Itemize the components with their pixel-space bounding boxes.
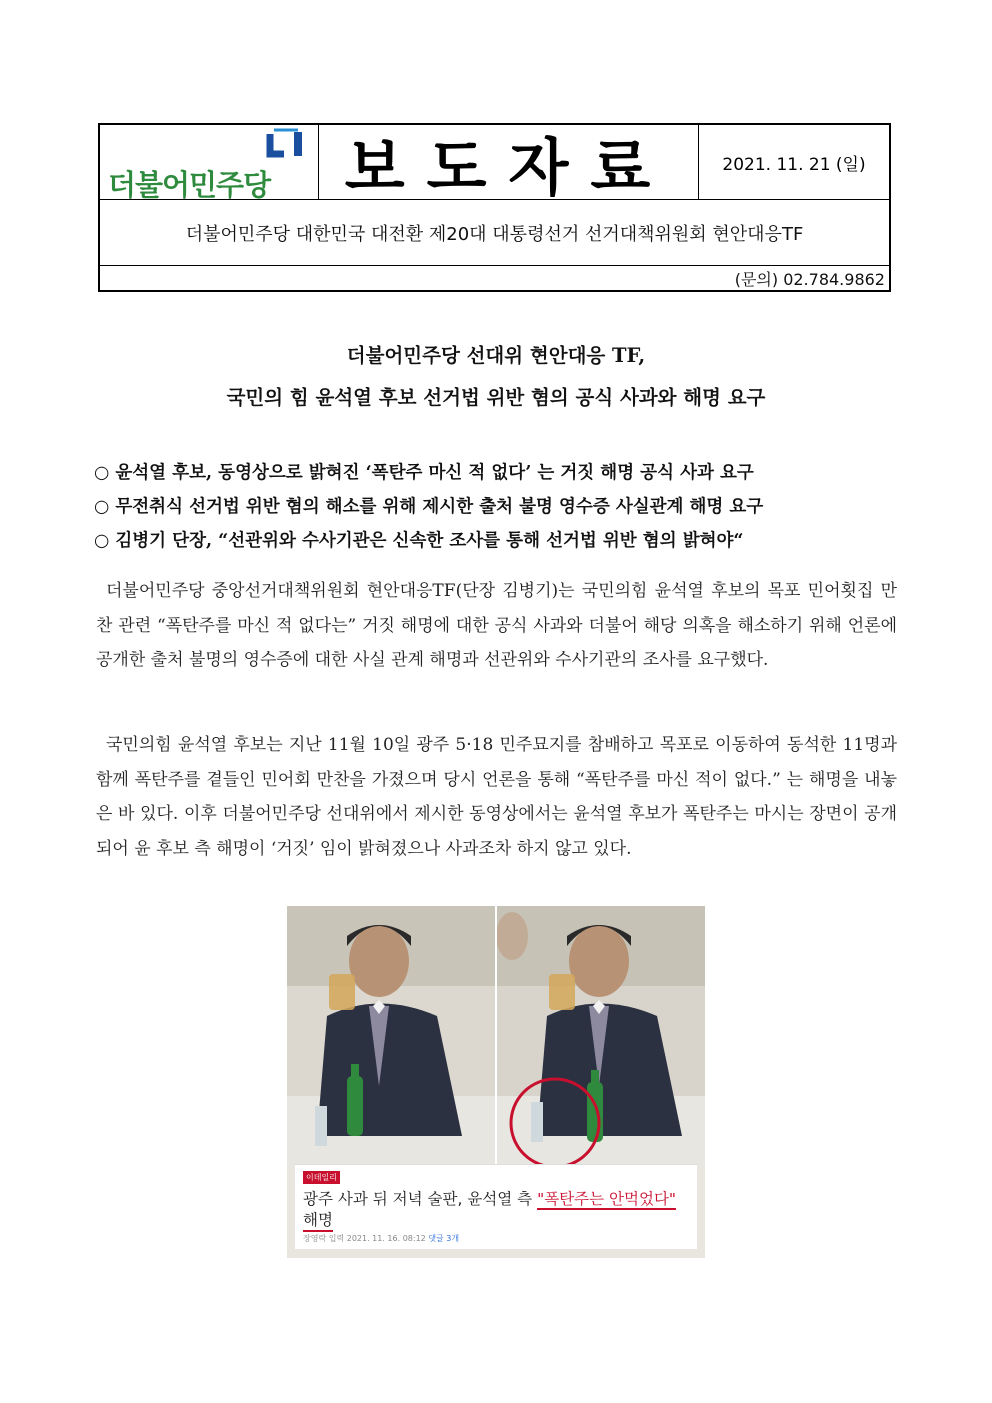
news-photo (287, 906, 705, 1258)
news-caption (295, 1164, 697, 1249)
news-source-tag: 이데일리 (303, 1171, 340, 1184)
summary-bullet: ○ 윤석열 후보, 동영상으로 밝혀진 ‘폭탄주 마신 적 없다’ 는 거짓 해명 공식 사과 요구 (94, 463, 754, 483)
news-headline-text: 광주 사과 뒤 저녁 술판, 윤석열 측 (303, 1190, 538, 1208)
body-paragraph-1: 더불어민주당 중앙선거대책위원회 현안대응TF(단장 김병기)는 국민의힘 윤석열 후보의 목포 민어횟집 만찬 관련 “폭탄주를 마신 적 없다는” 거짓 해명에 대한 공식 사과와 더불어 해당 의혹을 해소하기 위해 언론에 공개한 출처 불명의 영수증에 대한 사실 관계 해명과 선관위와 수사기관의 조사를 요구했다. (96, 581, 897, 670)
summary-bullet: ○ 무전취식 선거법 위반 혐의 해소를 위해 제시한 출처 불명 영수증 사실관계 해명 요구 (94, 497, 764, 517)
news-headline (303, 1187, 676, 1209)
headline-line-1: 더불어민주당 선대위 현안대응 TF, (346, 344, 646, 367)
news-byline (303, 1233, 459, 1244)
press-release-header (98, 123, 891, 292)
news-headline-continued: 해명 (303, 1208, 333, 1232)
document-title: 보도자료 (319, 125, 699, 199)
contact-info: (문의) 02.784.9862 (734, 269, 885, 289)
news-comments-count: 댓글 3개 (428, 1234, 460, 1243)
summary-bullet: ○ 김병기 단장, “선관위와 수사기관은 신속한 조사를 통해 선거법 위반 혐의 밝혀야“ (94, 531, 744, 551)
news-headline-quote: "폭탄주는 안먹었다" (537, 1190, 677, 1208)
summary-bullets (94, 456, 914, 558)
party-logo-text: 더불어민주당 (108, 168, 271, 202)
headline-line-2: 국민의 힘 윤석열 후보 선거법 위반 혐의 공식 사과와 해명 요구 (226, 386, 766, 409)
header-top-row (100, 125, 889, 204)
body-paragraph-2: 국민의힘 윤석열 후보는 지난 11월 10일 광주 5·18 민주묘지를 참배하고 목포로 이동하여 동석한 11명과 함께 폭탄주를 곁들인 민어회 만찬을 가졌으며 당시 언론을 통해 “폭탄주를 마신 적이 없다.” 는 해명을 내놓은 바 있다. 이후 더불어민주당 선대위에서 제시한 동영상에서는 윤석열 후보가 폭탄주는 마시는 장면이 공개되어 윤 후보 측 해명이 ‘거짓’ 임이 밝혀졌으나 사과조차 하지 않고 있다. (96, 735, 897, 859)
party-logo-icon (264, 128, 308, 164)
organization-name: 더불어민주당 대한민국 대전환 제20대 대통령선거 선거대책위원회 현안대응TF (100, 200, 889, 266)
news-byline-text: 장영락 입력 2021. 11. 16. 08:12 (303, 1234, 426, 1243)
release-date: 2021. 11. 21 (일) (722, 154, 866, 175)
